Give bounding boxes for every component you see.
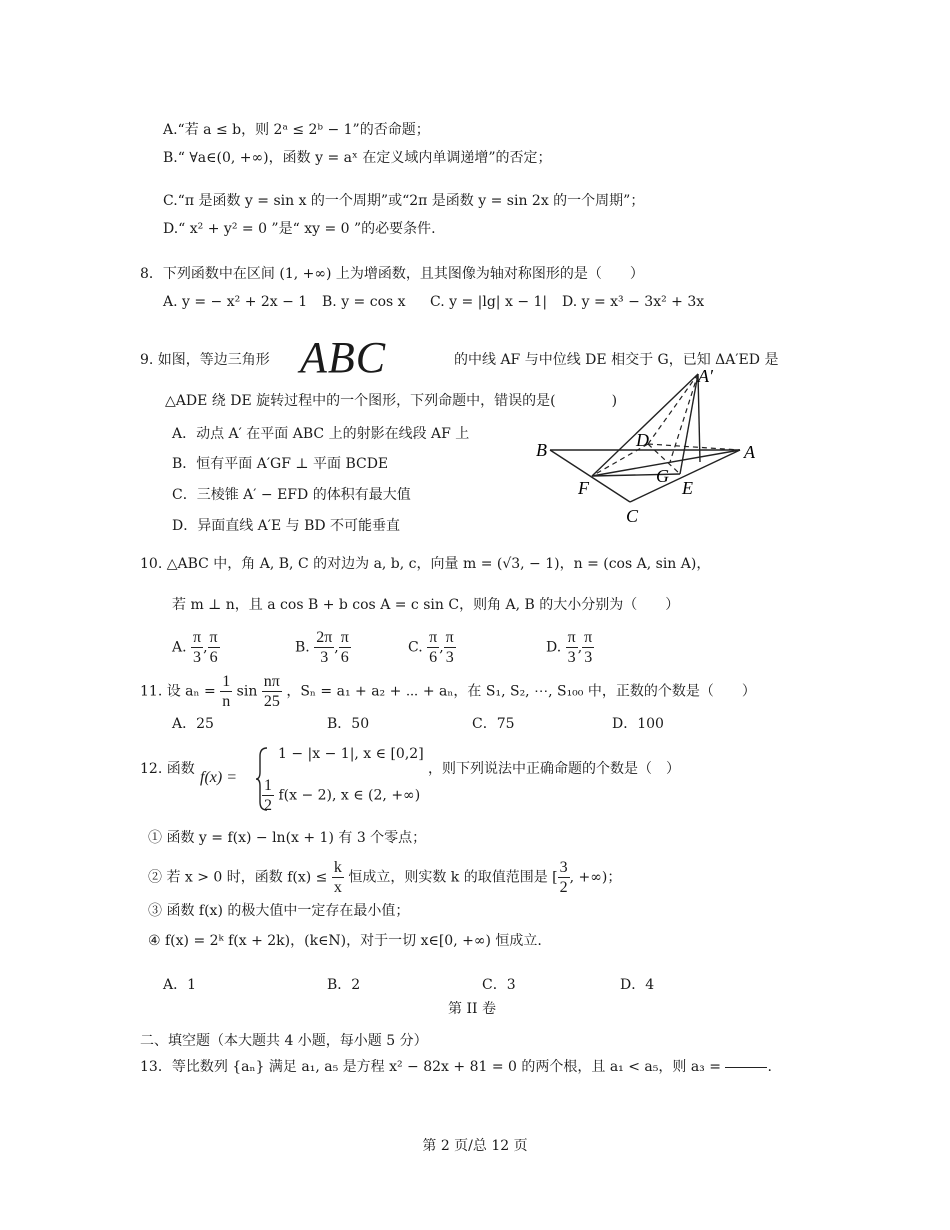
q12-s2-frac2: $\frac{3}{2}$ [559, 859, 568, 897]
q10-b-frac2: $\frac{\pi}{6}$ [340, 629, 349, 667]
q11-stem-tail: ，Sₙ = a₁ + a₂ + ⋯ + aₙ，在 S₁, S₂, ⋯, S₁₀₀ 中，正数的个数是（ ） [286, 683, 756, 700]
fig-label-f: F [578, 478, 589, 498]
q8-option-b: B. y = cos x [322, 294, 406, 310]
q12-statement-3: ③ 函数 f(x) 的极大值中一定存在最小值； [148, 903, 410, 919]
q12-statement-4: ④ f(x) = 2ᵏ f(x + 2k)，(k∈N)，对于一切 x∈[0, +∞) 恒成立. [148, 933, 542, 949]
q11-an: 11. 设 aₙ = [140, 683, 216, 700]
q11-stem [140, 672, 756, 711]
q11-option-c: C．75 [472, 716, 515, 732]
q12-option-d: D．4 [620, 977, 655, 993]
q12-statement-2 [148, 858, 621, 897]
q11-sin: sin [236, 683, 258, 700]
q10-c-frac2: $\frac{\pi}{3}$ [445, 629, 454, 667]
fig-label-a-prime: A′ [698, 366, 713, 386]
q10-stem: 10. △ABC 中，角 A, B, C 的对边为 a, b, c，向量 m = (√3, − 1)，n = (cos A, sin A)， [140, 556, 711, 572]
q7-option-b: B.“ ∀a∈(0, +∞)，函数 y = aˣ 在定义域内单调递增”的否定； [163, 150, 552, 166]
q10-a-frac2: $\frac{\pi}{6}$ [209, 629, 218, 667]
q7-option-d: D.“ x² + y² = 0 ”是“ xy = 0 ”的必要条件. [163, 221, 436, 237]
q10-c-frac1: $\frac{\pi}{6}$ [429, 629, 438, 667]
q13-answer-blank [725, 1067, 767, 1068]
q10-b-frac1: $\frac{2\pi}{3}$ [316, 629, 333, 667]
q9-stem-start: 9. 如图，等边三角形 [140, 352, 270, 368]
q9-stem-line2: △ADE 绕 DE 旋转过程中的一个图形，下列命题中，错误的是( ) [165, 393, 618, 409]
q9-option-d: D．异面直线 A′E 与 BD 不可能垂直 [172, 518, 401, 534]
q12-option-c: C．3 [482, 977, 516, 993]
q11-frac2: $\frac{n\pi}{25}$ [263, 673, 280, 711]
q10-option-c: C. $\frac{\pi}{6}$ , $\frac{\pi}{3}$ [408, 629, 454, 667]
part-two-heading: 第 II 卷 [448, 1001, 496, 1017]
q12-fx: f(x) = [200, 769, 237, 786]
q8-stem: 8．下列函数中在区间 (1, +∞) 上为增函数，且其图像为轴对称图形的是（ ） [140, 266, 644, 282]
q12-case1: 1 − |x − 1|, x ∈ [0,2] [278, 746, 424, 762]
fig-label-c: C [626, 506, 639, 526]
q12-half: $\frac{1}{2}$ [264, 777, 272, 815]
q10-b-label: B. [295, 639, 310, 656]
q8-option-a: A. y = − x² + 2x − 1 [163, 294, 308, 310]
q10-d-label: D. [546, 639, 562, 656]
q12-case2 [262, 776, 420, 815]
q10-c-label: C. [408, 639, 423, 656]
q8-option-d: D. y = x³ − 3x² + 3x [562, 294, 705, 310]
q8-option-c: C. y = |lg| x − 1| [430, 294, 548, 310]
q9-abc-large: ABC [300, 333, 387, 382]
q12-s2-a: ② 若 x > 0 时，函数 f(x) ≤ [148, 869, 328, 886]
q13-text: 13．等比数列 {aₙ} 满足 a₁, a₅ 是方程 x² − 82x + 81 = 0 的两个根，且 a₁ < a₅，则 a₃ = [140, 1059, 721, 1075]
q10-a-frac1: $\frac{\pi}{3}$ [193, 629, 202, 667]
q11-frac1: $\frac{1}{n}$ [222, 673, 231, 711]
q12-s2-frac: $\frac{k}{x}$ [333, 859, 342, 897]
fig-label-e: E [682, 478, 693, 498]
q9-option-a: A．动点 A′ 在平面 ABC 上的射影在线段 AF 上 [172, 426, 470, 442]
q13-stem [140, 1059, 772, 1076]
q10-d-frac2: $\frac{\pi}{3}$ [584, 629, 593, 667]
q12-option-b: B．2 [327, 977, 361, 993]
q12-option-a: A．1 [163, 977, 197, 993]
q12-statement-1: ① 函数 y = f(x) − ln(x + 1) 有 3 个零点； [148, 830, 427, 846]
q9-stem-end: 的中线 AF 与中位线 DE 相交于 G，已知 ΔA′ED 是 [454, 352, 779, 368]
pyramid-figure [530, 362, 780, 532]
q12-case2-expr: f(x − 2), x ∈ (2, +∞) [278, 787, 421, 804]
q10-stem-line2: 若 m ⊥ n，且 a cos B + b cos A = c sin C，则角 A, B 的大小分别为（ ） [172, 597, 680, 613]
q11-option-a: A．25 [172, 716, 214, 732]
q7-option-c: C.“π 是函数 y = sin x 的一个周期”或“2π 是函数 y = sin 2x 的一个周期”； [163, 193, 645, 209]
fig-label-b: B [536, 440, 547, 460]
fig-label-a: A [744, 442, 755, 462]
q10-d-frac1: $\frac{\pi}{3}$ [567, 629, 576, 667]
fig-label-g: G [656, 466, 669, 486]
fig-label-d: D [636, 430, 649, 450]
q9-option-b: B．恒有平面 A′GF ⊥ 平面 BCDE [172, 456, 389, 472]
q11-option-b: B．50 [327, 716, 370, 732]
q10-a-label: A. [172, 639, 187, 656]
section-fill-in-heading: 二、填空题（本大题共 4 小题，每小题 5 分） [140, 1033, 428, 1049]
q12-s2-b: 恒成立，则实数 k 的取值范围是 [ [348, 869, 558, 886]
page-footer: 第 2 页/总 12 页 [422, 1138, 528, 1154]
q12-s2-c: , +∞)； [569, 869, 622, 886]
q10-option-d: D. $\frac{\pi}{3}$ , $\frac{\pi}{3}$ [546, 629, 593, 667]
q12-label: 12. 函数 [140, 761, 195, 777]
q7-option-a: A.“若 a ≤ b，则 2ᵃ ≤ 2ᵇ − 1”的否命题； [163, 122, 430, 138]
q11-option-d: D．100 [612, 716, 664, 732]
q10-option-b: B. $\frac{2\pi}{3}$ , $\frac{\pi}{6}$ [295, 629, 349, 667]
q13-end: . [767, 1059, 772, 1075]
q9-option-c: C．三棱锥 A′ − EFD 的体积有最大值 [172, 487, 411, 503]
q12-tail: ，则下列说法中正确命题的个数是（ ） [428, 761, 680, 777]
q10-option-a: A. $\frac{\pi}{3}$ , $\frac{\pi}{6}$ [172, 629, 218, 667]
